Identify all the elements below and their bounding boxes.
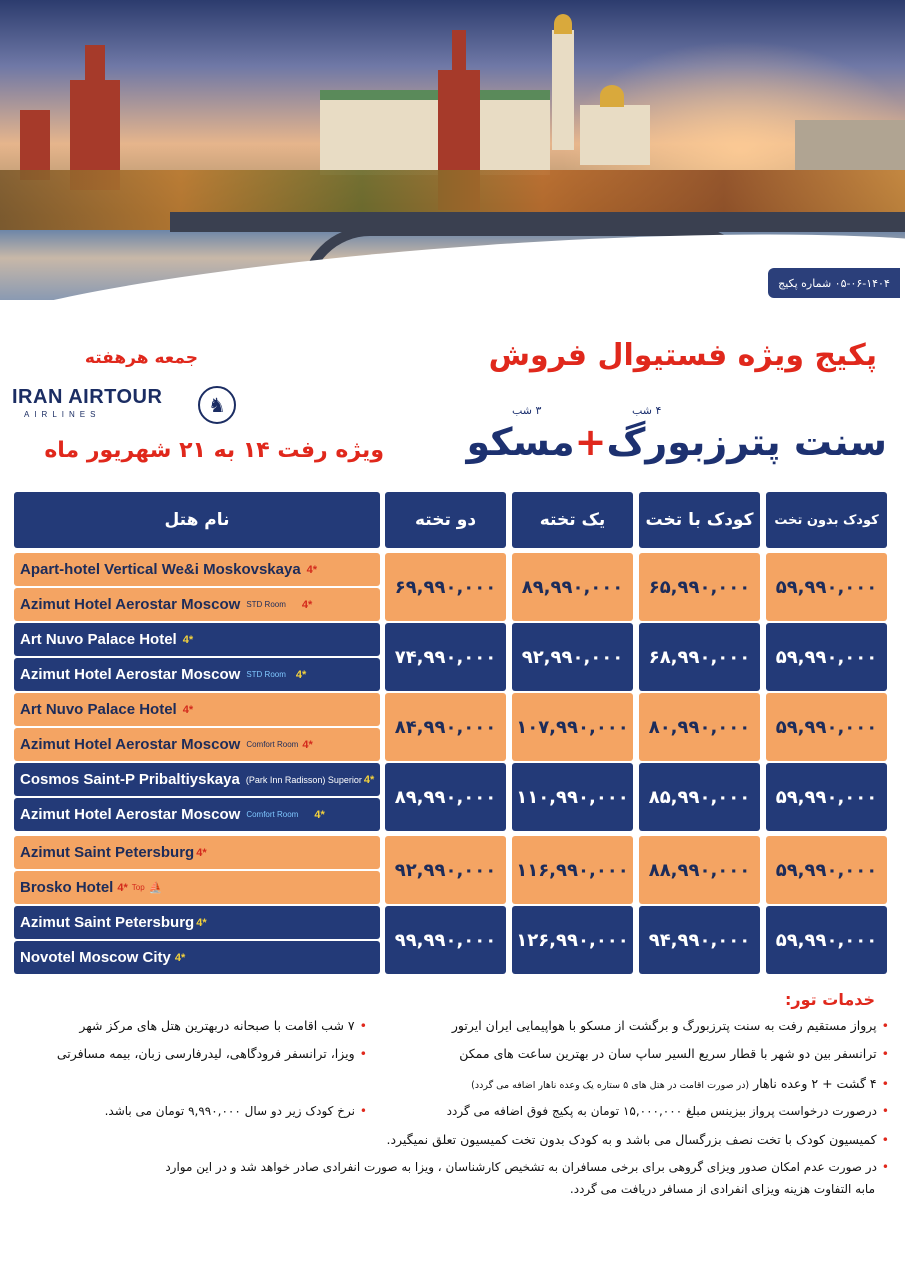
hotel-name-text: Azimut Hotel Aerostar Moscow	[20, 666, 241, 683]
package-number-badge: ۰۵-۰۶-۱۴۰۴ شماره پکیج	[768, 268, 900, 298]
header-hotel-name: نام هتل	[14, 492, 380, 548]
hotel-name	[14, 728, 380, 761]
price-child-without-bed: ۵۹,۹۹۰,۰۰۰	[766, 553, 887, 621]
hotel-name-text: Brosko Hotel	[20, 879, 114, 896]
bullet-icon: •	[881, 1046, 889, 1061]
price-single: ۸۹,۹۹۰,۰۰۰	[512, 553, 633, 621]
star-rating: 4*	[295, 668, 307, 681]
bell-tower-dome	[554, 14, 572, 34]
hotel-name-text: Azimut Saint Petersburg	[20, 914, 195, 931]
airline-logo	[12, 384, 232, 428]
bullet-icon: •	[881, 1160, 889, 1174]
price-double: ۸۹,۹۹۰,۰۰۰	[385, 763, 506, 831]
price-child-with-bed: ۶۸,۹۹۰,۰۰۰	[639, 623, 760, 691]
price-child-without-bed: ۵۹,۹۹۰,۰۰۰	[766, 623, 887, 691]
price-child-with-bed: ۶۵,۹۹۰,۰۰۰	[639, 553, 760, 621]
hotel-name	[14, 906, 380, 939]
star-rating: 4*	[182, 703, 194, 716]
bullet-icon: •	[881, 1076, 889, 1091]
hotel-name-text: Azimut Saint Petersburg	[20, 844, 195, 861]
header-double: دو تخته	[385, 492, 506, 548]
header-single: یک تخته	[512, 492, 633, 548]
city-buildings-right	[795, 120, 905, 170]
dest-moscow: مسکو	[466, 420, 575, 464]
hotel-name-text: Novotel Moscow City	[20, 949, 171, 966]
service-text: در صورت عدم امکان صدور ویزای گروهی برای برخی مسافران به تشخیص کارشناسان ، ویزا به صورت انفرادی صادر خواهد شد و در این موارد	[165, 1160, 877, 1174]
room-type-note: Top	[131, 883, 145, 892]
service-item	[452, 1018, 889, 1033]
hotel-name	[14, 871, 380, 904]
service-text: کمیسیون کودک با تخت نصف بزرگسال می باشد و به کودک بدون تخت کمیسیون تعلق نمیگیرد.	[386, 1132, 877, 1147]
price-child-without-bed: ۵۹,۹۹۰,۰۰۰	[766, 763, 887, 831]
service-text: ویزا، ترانسفر فرودگاهی، لیدرفارسی زبان، بیمه مسافرتی	[56, 1046, 355, 1061]
bullet-icon: •	[359, 1104, 367, 1118]
price-double: ۷۴,۹۹۰,۰۰۰	[385, 623, 506, 691]
hotel-name	[14, 553, 380, 586]
bullet-icon: •	[881, 1104, 889, 1118]
price-child-without-bed: ۵۹,۹۹۰,۰۰۰	[766, 906, 887, 974]
hotel-name-text: Azimut Hotel Aerostar Moscow	[20, 736, 241, 753]
nights-label-moscow: ۳ شب	[512, 404, 542, 417]
logo-name: IRAN AIRTOUR	[12, 386, 163, 408]
top-hotel-icon: ⛵	[148, 882, 163, 894]
departure-day: جمعه هرهفته	[84, 348, 198, 368]
star-rating: 4*	[314, 808, 325, 821]
room-type-note: (Park Inn Radisson) Superior	[245, 774, 362, 785]
service-text: پرواز مستقیم رفت به سنت پترزبورگ و برگشت از مسکو با هواپیمایی ایران ایرتور	[451, 1018, 877, 1033]
star-rating: 4*	[174, 951, 186, 964]
hotel-name	[14, 693, 380, 726]
service-item	[387, 1132, 890, 1147]
hotel-name	[14, 836, 380, 869]
palace	[320, 95, 550, 175]
service-text: نرخ کودک زیر دو سال ۹,۹۹۰,۰۰۰ تومان می باشد.	[104, 1104, 355, 1118]
service-item	[471, 1076, 889, 1091]
service-text: مابه التفاوت هزینه ویزای انفرادی از مسافر دریافت می گردد.	[569, 1182, 875, 1196]
price-double: ۶۹,۹۹۰,۰۰۰	[385, 553, 506, 621]
star-rating: 4*	[196, 916, 207, 929]
bullet-icon: •	[881, 1018, 889, 1033]
star-rating: 4*	[302, 738, 313, 751]
logo-sub: AIRLINES	[24, 410, 101, 419]
hotel-name	[14, 658, 380, 691]
hotel-name	[14, 623, 380, 656]
star-rating: 4*	[196, 846, 207, 859]
service-item	[57, 1046, 367, 1061]
service-subnote: (در صورت اقامت در هتل های ۵ ستاره یک وعده ناهار اضافه می گردد)	[471, 1080, 750, 1091]
star-rating: 4*	[117, 881, 128, 894]
price-double: ۹۹,۹۹۰,۰۰۰	[385, 906, 506, 974]
price-single: ۱۰۷,۹۹۰,۰۰۰	[512, 693, 633, 761]
nights-label-st-petersburg: ۴ شب	[632, 404, 662, 417]
service-item	[79, 1018, 367, 1033]
hotel-name	[14, 941, 380, 974]
dest-st-petersburg: سنت پترزبورگ	[606, 420, 887, 464]
star-rating: 4*	[363, 773, 375, 786]
price-single: ۹۲,۹۹۰,۰۰۰	[512, 623, 633, 691]
room-type-note: Comfort Room	[246, 740, 299, 749]
service-text: ۷ شب اقامت با صبحانه دربهترین هتل های مرکز شهر	[79, 1018, 355, 1033]
star-rating: 4*	[301, 598, 313, 611]
header-child-with-bed: کودک با تخت	[639, 492, 760, 548]
logo-emblem-icon: ♞	[198, 386, 236, 424]
red-tower-left-spire	[85, 45, 105, 85]
travel-dates: ویژه رفت ۱۴ به ۲۱ شهریور ماه	[44, 438, 384, 463]
services-title: خدمات تور:	[785, 990, 875, 1009]
price-child-with-bed: ۹۴,۹۹۰,۰۰۰	[639, 906, 760, 974]
price-child-with-bed: ۸۸,۹۹۰,۰۰۰	[639, 836, 760, 904]
room-type-note: STD Room	[246, 670, 286, 679]
cathedral	[580, 105, 650, 165]
price-single: ۱۱۶,۹۹۰,۰۰۰	[512, 836, 633, 904]
price-child-with-bed: ۸۰,۹۹۰,۰۰۰	[639, 693, 760, 761]
hero-image	[0, 0, 905, 300]
destination-title	[407, 420, 887, 464]
hotel-name	[14, 798, 380, 831]
service-text: ترانسفر بین دو شهر با قطار سریع السیر ساپ سان در بهترین ساعت های ممکن	[459, 1046, 877, 1061]
price-single: ۱۱۰,۹۹۰,۰۰۰	[512, 763, 633, 831]
bullet-icon: •	[359, 1046, 367, 1061]
service-item-continued	[570, 1182, 875, 1196]
hotel-name-text: Art Nuvo Palace Hotel	[20, 631, 177, 648]
bullet-icon: •	[881, 1132, 889, 1147]
price-child-without-bed: ۵۹,۹۹۰,۰۰۰	[766, 693, 887, 761]
service-text: درصورت درخواست پرواز بیزینس مبلغ ۱۵,۰۰۰,۰۰۰ تومان به پکیج فوق اضافه می گردد	[446, 1104, 877, 1118]
cathedral-dome	[600, 85, 624, 107]
service-item	[459, 1046, 889, 1061]
hotel-name	[14, 763, 380, 796]
hotel-name-text: Cosmos Saint-P Pribaltiyskaya	[20, 771, 240, 788]
room-type-note: Comfort Room	[246, 810, 299, 819]
room-type-note: STD Room	[246, 600, 286, 609]
bullet-icon: •	[359, 1018, 367, 1033]
bell-tower	[552, 30, 574, 150]
main-title: پکیج ویژه فستیوال فروش	[488, 338, 877, 373]
price-child-without-bed: ۵۹,۹۹۰,۰۰۰	[766, 836, 887, 904]
hotel-name-text: Art Nuvo Palace Hotel	[20, 701, 177, 718]
price-double: ۸۴,۹۹۰,۰۰۰	[385, 693, 506, 761]
header-child-without-bed: کودک بدون تخت	[766, 492, 887, 548]
service-item	[447, 1104, 889, 1118]
hotel-name-text: Azimut Hotel Aerostar Moscow	[20, 806, 241, 823]
star-rating: 4*	[182, 633, 194, 646]
price-single: ۱۲۶,۹۹۰,۰۰۰	[512, 906, 633, 974]
hotel-name	[14, 588, 380, 621]
service-text: ۴ گشت + ۲ وعده ناهار	[753, 1076, 877, 1091]
price-child-with-bed: ۸۵,۹۹۰,۰۰۰	[639, 763, 760, 831]
hotel-name-text: Apart-hotel Vertical We&i Moskovskaya	[20, 561, 301, 578]
hotel-name-text: Azimut Hotel Aerostar Moscow	[20, 596, 241, 613]
price-double: ۹۲,۹۹۰,۰۰۰	[385, 836, 506, 904]
red-tower-center-spire	[452, 30, 466, 74]
star-rating: 4*	[306, 563, 318, 576]
palace-roof	[320, 90, 550, 100]
service-item	[165, 1160, 889, 1174]
dest-plus: +	[574, 420, 607, 464]
service-item	[105, 1104, 367, 1118]
